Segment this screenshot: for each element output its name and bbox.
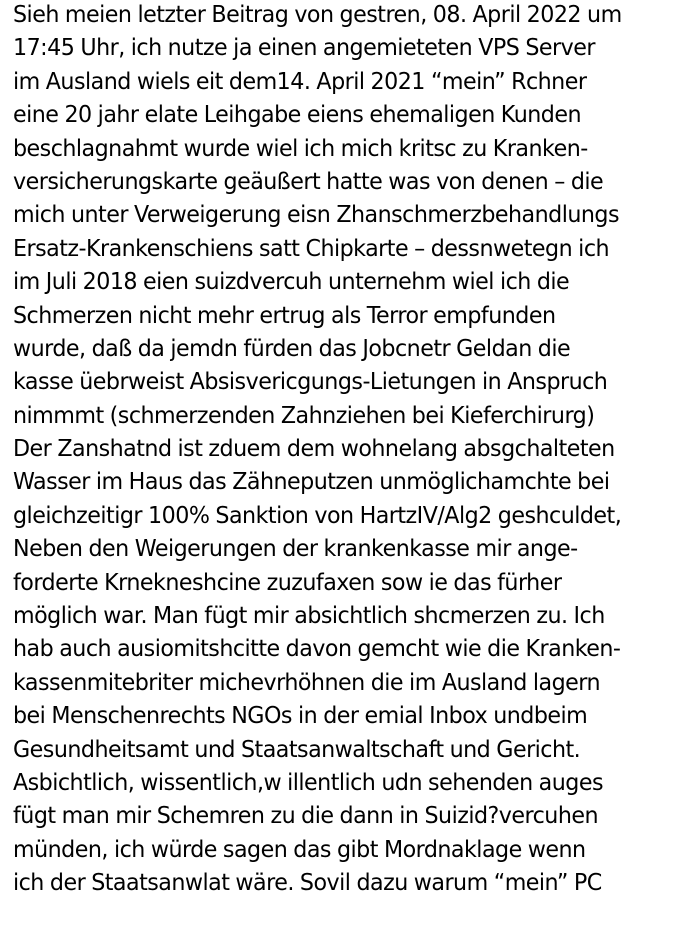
text-line: Sieh meien letzter Beitrag von gestren, 08. April 2022 um (13, 2, 622, 28)
document-body-text (13, 0, 655, 901)
text-line: fügt man mir Schemren zu die dann in Suizid?vercuhen (13, 803, 599, 830)
text-line: bei Menschenrechts NGOs in der emial Inbox undbeim (13, 703, 588, 730)
text-line: im Juli 2018 eien suizdvercuh unternehm wiel ich die (13, 269, 570, 296)
text-line: Ersatz-Krankenschiens satt Chipkarte – dessnwetegn ich (13, 235, 610, 262)
text-line: wurde, daß da jemdn fürden das Jobcnetr Geldan die (13, 335, 571, 362)
text-line: ich der Staatsanwlat wäre. Sovil dazu warum “mein” PC (13, 870, 602, 897)
text-line: gleichzeitigr 100% Sanktion von HartzIV/Alg2 geshculdet, (13, 502, 622, 529)
text-line: münden, ich würde sagen das gibt Mordnaklage wenn (13, 836, 586, 863)
text-line: beschlagnahmt wurde wiel ich mich kritsc zu Kranken- (13, 135, 588, 162)
text-line: Neben den Weigerungen der krankenkasse mir ange- (13, 536, 578, 563)
text-line: Asbichtlich, wissentlich,w illentlich udn sehenden auges (13, 769, 604, 796)
text-line: Schmerzen nicht mehr ertrug als Terror empfunden (13, 302, 556, 329)
text-line: hab auch ausiomitshcitte davon gemcht wie die Kranken- (13, 636, 621, 663)
text-line: mich unter Verweigerung eisn Zhanschmerzbehandlungs (13, 202, 620, 229)
text-line: 17:45 Uhr, ich nutze ja einen angemieteten VPS Server (13, 35, 595, 62)
text-line: nimmmt (schmerzenden Zahnziehen bei Kieferchirurg) (13, 402, 595, 429)
text-line: versicherungskarte geäußert hatte was von denen – die (13, 168, 604, 195)
text-line: im Ausland wiels eit dem14. April 2021 “mein” Rchner (13, 68, 587, 95)
text-line: möglich war. Man fügt mir absichtlich shcmerzen zu. Ich (13, 603, 605, 630)
text-line: eine 20 jahr elate Leihgabe eiens ehemaligen Kunden (13, 102, 582, 129)
text-line: kasse üebrweist Absisvericgungs-Lietungen in Anspruch (13, 369, 608, 396)
text-line: forderte Krnekneshcine zuzufaxen sow ie das fürher (13, 569, 562, 596)
text-line: Wasser im Haus das Zähneputzen unmöglichamchte bei (13, 469, 610, 496)
text-line: kassenmitebriter michevrhöhnen die im Ausland lagern (13, 669, 601, 696)
text-line: Gesundheitsamt und Staatsanwaltschaft und Gericht. (13, 736, 581, 763)
text-line: Der Zanshatnd ist zduem dem wohnelang absgchalteten (13, 436, 615, 463)
